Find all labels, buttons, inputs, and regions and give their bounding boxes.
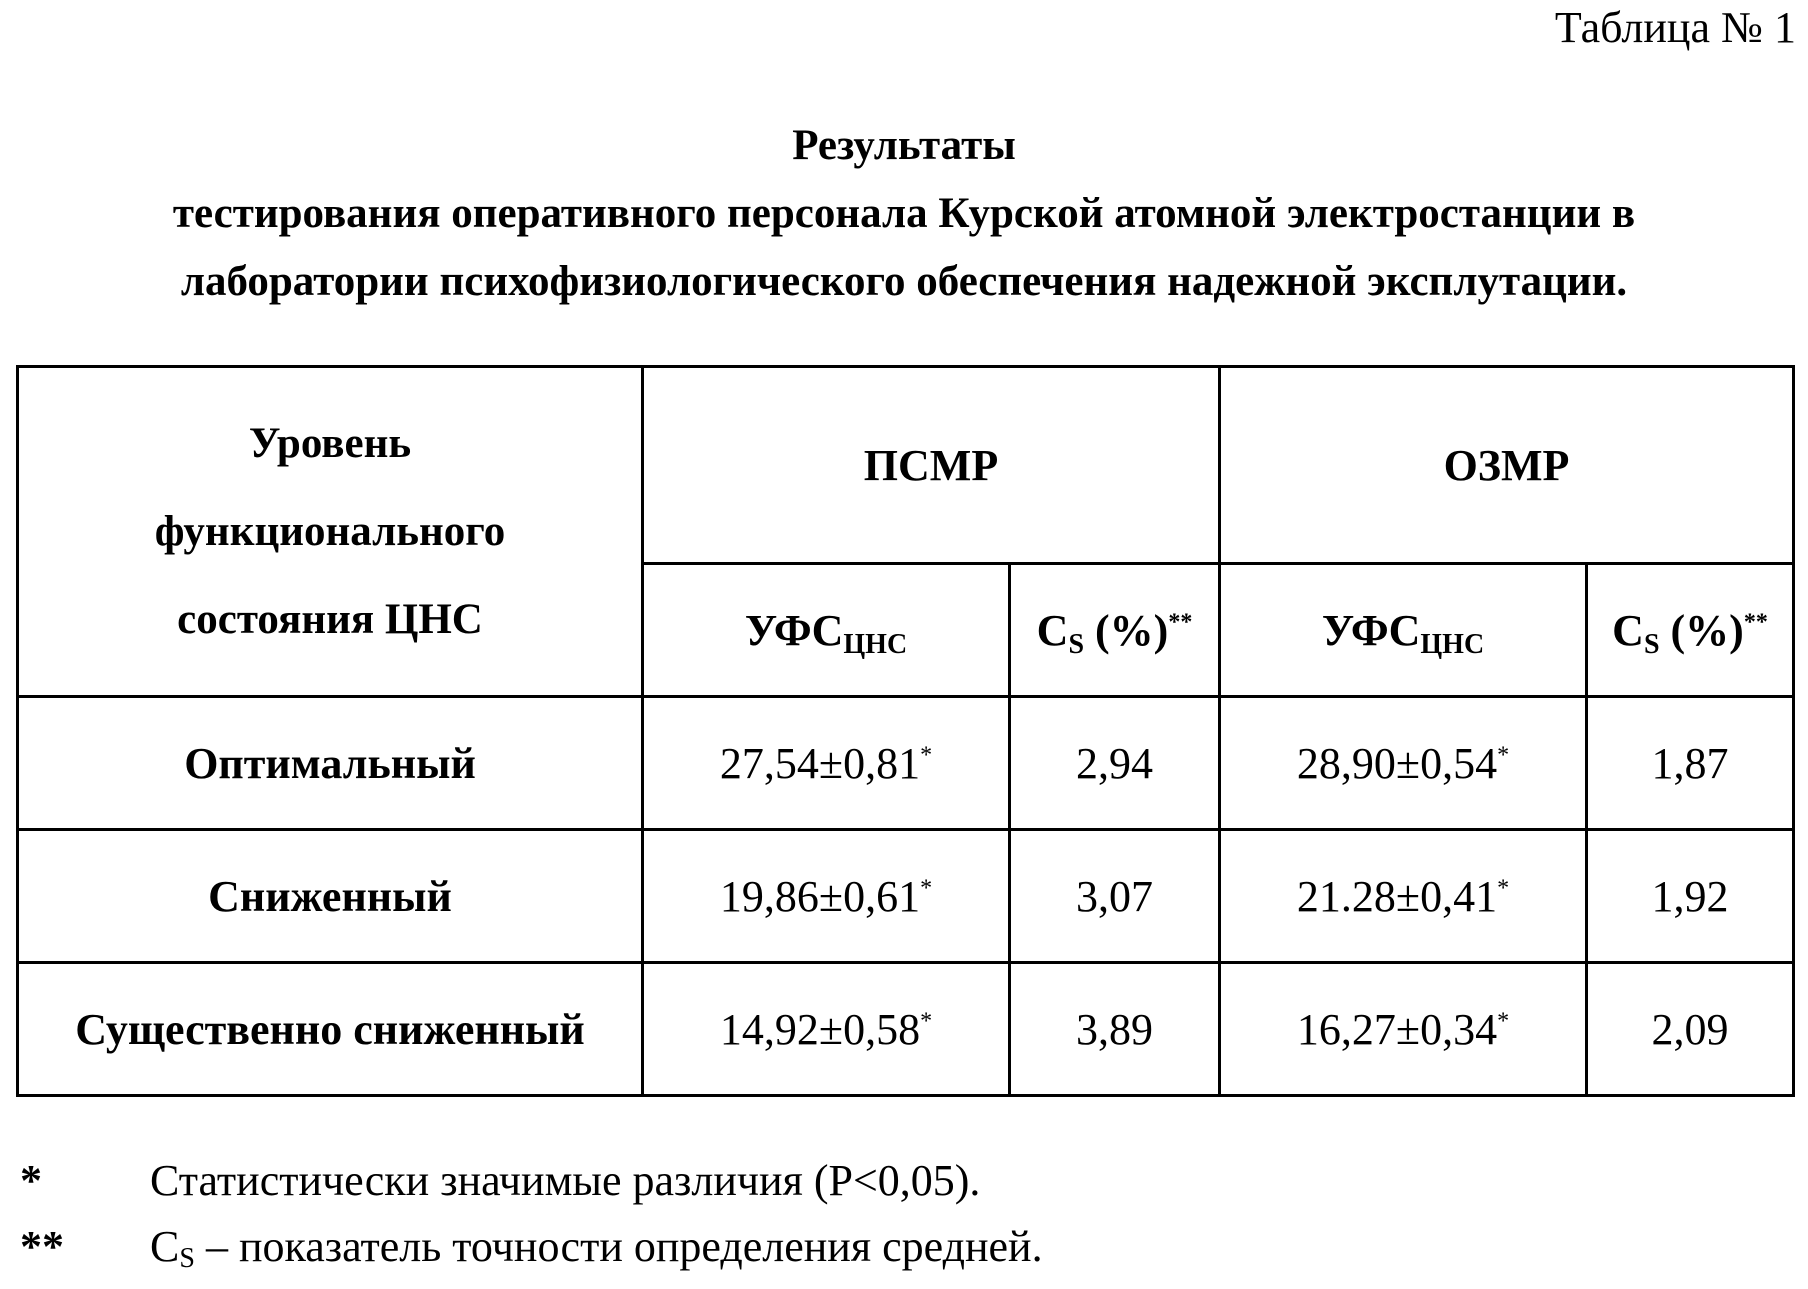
value-text: 28,90±0,54 [1296, 738, 1498, 788]
psmr-cs-value: 3,07 [1010, 830, 1220, 963]
title-line-1: Результаты [792, 122, 1016, 169]
psmr-ufs-value [643, 697, 1010, 830]
cs-main-text: C [1036, 605, 1069, 655]
footnote [20, 1214, 1043, 1286]
cs-symbol-subscript: S [179, 1243, 195, 1274]
level-header-line-1: Уровень [248, 419, 412, 467]
subheader-psmr-ufs [643, 564, 1010, 697]
cs-main-text: C [1612, 605, 1644, 655]
level-header-line-3: состояния ЦНС [177, 595, 483, 643]
header-row-groups [18, 367, 1794, 564]
ozmr-cs-value: 1,87 [1587, 697, 1794, 830]
subheader-psmr-cs [1010, 564, 1220, 697]
subheader-ozmr-cs [1587, 564, 1794, 697]
footnote-description: – показатель точности определения средней. [194, 1222, 1043, 1271]
row-label: Оптимальный [18, 697, 643, 830]
value-text: 19,86±0,61 [719, 871, 921, 921]
row-label: Сниженный [18, 830, 643, 963]
psmr-cs-value: 2,94 [1010, 697, 1220, 830]
ozmr-cs-value: 2,09 [1587, 963, 1794, 1096]
value-text: 27,54±0,81 [719, 738, 921, 788]
cs-footnote-mark: ** [1743, 608, 1768, 635]
significance-mark: * [920, 1007, 933, 1034]
ozmr-ufs-value [1220, 963, 1587, 1096]
ufs-main-text: УФС [744, 605, 844, 655]
footnote [20, 1148, 1043, 1214]
value-text: 21.28±0,41 [1296, 871, 1498, 921]
cs-subscript: S [1643, 628, 1660, 660]
significance-mark: * [1497, 1007, 1510, 1034]
title-line-3: лаборатории психофизиологического обеспечения надежной эксплутации. [180, 258, 1628, 305]
footnote-mark: ** [20, 1222, 64, 1271]
subheader-ozmr-ufs [1220, 564, 1587, 697]
significance-mark: * [920, 874, 933, 901]
ufs-subscript: ЦНС [1420, 628, 1485, 660]
significance-mark: * [1497, 874, 1510, 901]
significance-mark: * [920, 741, 933, 768]
significance-mark: * [1497, 741, 1510, 768]
ozmr-ufs-value [1220, 830, 1587, 963]
group-header-psmr: ПСМР [643, 367, 1220, 564]
footnotes [20, 1148, 1043, 1286]
level-header-line-2: функционального [154, 507, 506, 555]
results-table [16, 365, 1795, 1097]
ufs-subscript: ЦНС [843, 628, 908, 660]
group-header-ozmr: ОЗМР [1220, 367, 1794, 564]
document-title [0, 112, 1808, 316]
table-row [18, 963, 1794, 1096]
psmr-cs-value: 3,89 [1010, 963, 1220, 1096]
ozmr-cs-value: 1,92 [1587, 830, 1794, 963]
title-line-2: тестирования оперативного персонала Курской атомной электростанции в [172, 190, 1636, 237]
psmr-ufs-value [643, 830, 1010, 963]
table-row [18, 830, 1794, 963]
cs-symbol-main: C [150, 1222, 180, 1271]
level-header-cell [18, 367, 643, 697]
table-row [18, 697, 1794, 830]
ozmr-ufs-value [1220, 697, 1587, 830]
footnote-text [150, 1214, 1043, 1286]
row-label: Существенно сниженный [18, 963, 643, 1096]
ufs-main-text: УФС [1321, 605, 1421, 655]
value-text: 16,27±0,34 [1296, 1004, 1498, 1054]
cs-subscript: S [1068, 628, 1085, 660]
footnote-mark: * [20, 1156, 42, 1205]
value-text: 14,92±0,58 [719, 1004, 921, 1054]
psmr-ufs-value [643, 963, 1010, 1096]
cs-footnote-mark: ** [1168, 608, 1193, 635]
footnote-text: Статистически значимые различия (P<0,05). [150, 1156, 981, 1205]
cs-rest-text: (%) [1084, 605, 1169, 655]
table-number: Таблица № 1 [1554, 3, 1796, 52]
cs-rest-text: (%) [1659, 605, 1744, 655]
